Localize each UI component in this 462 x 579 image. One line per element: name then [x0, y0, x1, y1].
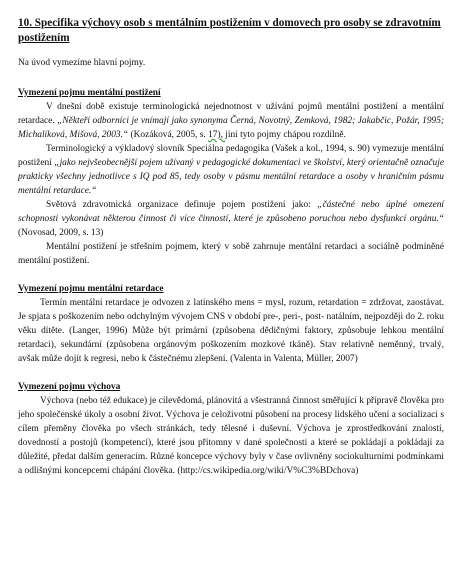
paragraph-text: Světová zdravotnická organizace definuje pojem postižení jako:	[46, 200, 318, 210]
quote-text: „jako nejvšeobecnější pojem užívaný v pedagogické dokumentaci ve školství, který orientačně označuje prakticky všechny jednotlivce s IQ pod 85, tedy osoby v pásmu mentální retardace a osoby v hraničním pásmu mentální retardace.“	[18, 158, 444, 196]
section-heading-mentalni-postizeni: Vymezení pojmu mentální postižení	[18, 88, 161, 98]
quote-text: „částečné nebo úplné omezení schopnosti vykonávat některou činnost či více činností, které je způsobeno poruchou nebo dysfunkcí orgánu.“	[18, 200, 444, 224]
section-heading-vychova: Vymezení pojmu výchova	[18, 382, 121, 392]
paragraph-umbrella-term: Mentální postižení je střešním pojmem, který v sobě zahrnuje mentální retardaci a sociálně podmíněné mentální postižení.	[18, 242, 444, 266]
intro-text: Na úvod vymezíme hlavní pojmy.	[18, 58, 146, 68]
document-page	[18, 0, 444, 478]
paragraph-text: (Kozáková, 2005, s.	[128, 130, 209, 140]
section-heading-mentalni-retardace: Vymezení pojmu mentální retardace	[18, 284, 164, 294]
paragraph-terminology	[18, 100, 444, 142]
quote-text: „Někteří odborníci je vnímají jako synonyma Černá, Novotný, Zemková, 1982; Jakabčic, Požár, 1995; Michalíková, Mišová, 2003.“	[18, 116, 445, 140]
paragraph-education: Výchova (nebo též edukace) je cílevědomá, plánovitá a všestranná činnost směřující k přípravě člověka pro jeho společenské úkoly a osobní život. Výchova je celoživotní působení na procesy lidského učení a socializaci s cílem přeměny člověka po všech stránkách, tedy tělesné i duševní. Výchova je zprostředkování znalostí, dovedností a postojů (kompetencí), které jsou přítomny v dané společnosti a které se pokládají a pokládají za důležité, předat dalším generacím. Různé koncepce výchovy byly v čase ovlivněny sociokulturními podmínkami a odlišnými koncepcemi chápání člověka. (http://cs.wikipedia.org/wiki/V%C3%BDchova)	[18, 396, 444, 476]
paragraph-who-definition	[18, 198, 444, 240]
paragraph-text: (Novosad, 2009, s. 13)	[18, 228, 104, 238]
grammar-marked-text: 17),	[208, 130, 226, 140]
paragraph-text: V dnešní době existuje terminologická nejednotnost v užívání pojmů mentální postižení a mentální retardace.	[18, 102, 444, 126]
paragraph-text: jiní tyto pojmy chápou rozdílně.	[225, 130, 346, 140]
paragraph-retardation: Termín mentální retardace je odvozen z latinského mens = mysl, rozum, retardation = zdržovat, zaostávat. Je spjata s poškozením nebo odchylným vývojem CNS v období pre-, peri-, post- natálním, nejpozději do 2. roku věku dítěte. (Langer, 1996) Může být primární (způsobena dědičnými faktory, způsobuje lehkou mentální retardaci), sekundární (způsobena orgánovým poškozením mozkové tkáně). Stav relativně neměnný, trvalý, avšak může dojít k regresi, nebo k částečnému zlepšení. (Valenta in Valenta, Müller, 2007)	[18, 298, 444, 364]
document-title: 10. Specifika výchovy osob s mentálním postižením v domovech pro osoby se zdravotním postižením	[18, 17, 441, 44]
paragraph-text: Terminologický a výkladový slovník Speciálna pedagogika (Vašek a kol., 1994, s. 90) vymezuje mentální postižení	[18, 144, 444, 168]
paragraph-dictionary	[18, 142, 444, 198]
